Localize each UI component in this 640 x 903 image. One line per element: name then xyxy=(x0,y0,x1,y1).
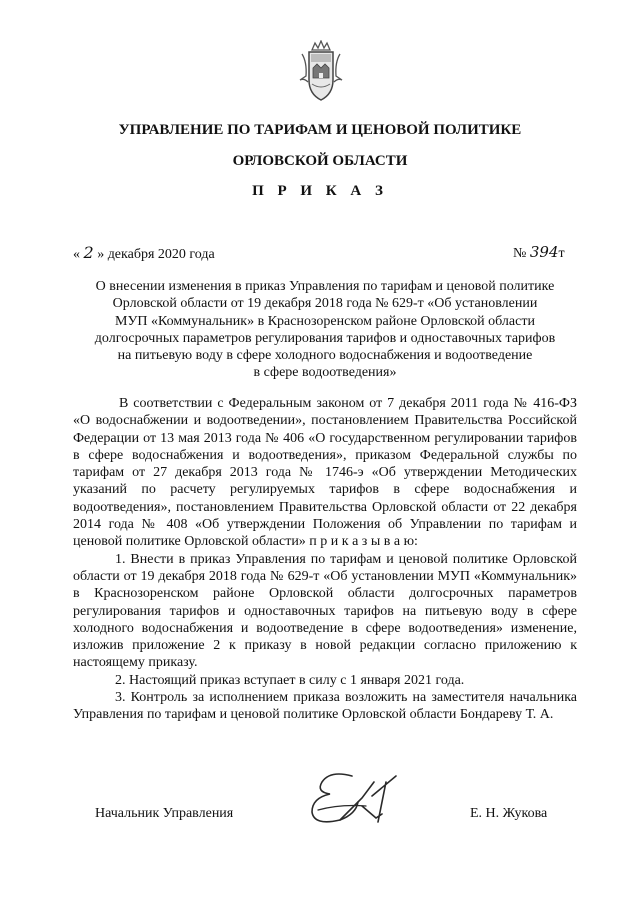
date-open-quote: « xyxy=(73,247,84,262)
region-title: ОРЛОВСКОЙ ОБЛАСТИ xyxy=(232,153,408,169)
date-day-handwritten: 2 xyxy=(83,243,94,262)
subject-line: МУП «Коммунальник» в Краснозоренском районе Орловской области xyxy=(115,313,535,329)
signatory-name: Е. Н. Жукова xyxy=(470,806,548,821)
preamble-paragraph: В соответствии с Федеральным законом от 7 декабря 2011 года № 416-ФЗ «О водоснабжении и водоотведении», постановлением Правительства Российской Федерации от 13 мая 2013 года № 406 «О государственном регулировании тарифов в сфере водоснабжения и водоотведения», приказом Федеральной службы по тарифам от 27 декабря 2013 года № 1746-э «Об утверждении Методических указаний по расчету регулируемых тарифов в сфере водоснабжения и водоотведения», постановлением Правительства Орловской области от 22 декабря 2014 года № 408 «Об утверждении Положения об Управлении по тарифам и ценовой политике Орловской области» п р и к а з ы в а ю: xyxy=(73,396,577,550)
date-month-year: » декабря 2020 года xyxy=(93,247,215,262)
document-type: П Р И К А З xyxy=(252,183,388,199)
subject-line: Орловской области от 19 декабря 2018 года № 629-т «Об установлении xyxy=(112,296,538,312)
number-prefix: № xyxy=(513,246,530,261)
order-subject xyxy=(73,278,577,382)
subject-line: в сфере водоотведения» xyxy=(253,365,397,381)
signatory-title: Начальник Управления xyxy=(95,806,234,821)
order-body xyxy=(73,395,577,724)
document-date xyxy=(73,243,215,263)
subject-line: О внесении изменения в приказ Управления по тарифам и ценовой политике xyxy=(95,279,555,294)
order-item-1: 1. Внести в приказ Управления по тарифам и ценовой политике Орловской области от 19 декабря 2018 года № 629-т «Об установлении МУП «Коммунальник» в Краснозоренском районе Орловской области долгосрочных параметров регулирования тарифов и одноставочных тарифов на питьевую воду в сфере холодного водоснабжения и водоотведение в сфере водоотведения» изменение, изложив приложение 2 к приказу в новой редакции согласно приложению к настоящему приказу. xyxy=(73,551,577,671)
organization-title: УПРАВЛЕНИЕ ПО ТАРИФАМ И ЦЕНОВОЙ ПОЛИТИКЕ xyxy=(118,122,522,138)
subject-line: на питьевую воду в сфере холодного водоснабжения и водоотведение xyxy=(117,348,533,364)
subject-line: долгосрочных параметров регулирования тарифов и одноставочных тарифов xyxy=(94,330,556,346)
coat-of-arms-icon xyxy=(298,40,344,104)
signature-icon xyxy=(300,768,412,832)
document-number xyxy=(513,243,565,262)
order-item-2: 2. Настоящий приказ вступает в силу с 1 января 2021 года. xyxy=(115,672,465,688)
number-suffix: т xyxy=(558,246,565,261)
order-item-3: 3. Контроль за исполнением приказа возложить на заместителя начальника Управления по тарифам и ценовой политике Орловской области Бондареву Т. А. xyxy=(73,690,577,723)
number-handwritten: 394 xyxy=(529,243,559,261)
